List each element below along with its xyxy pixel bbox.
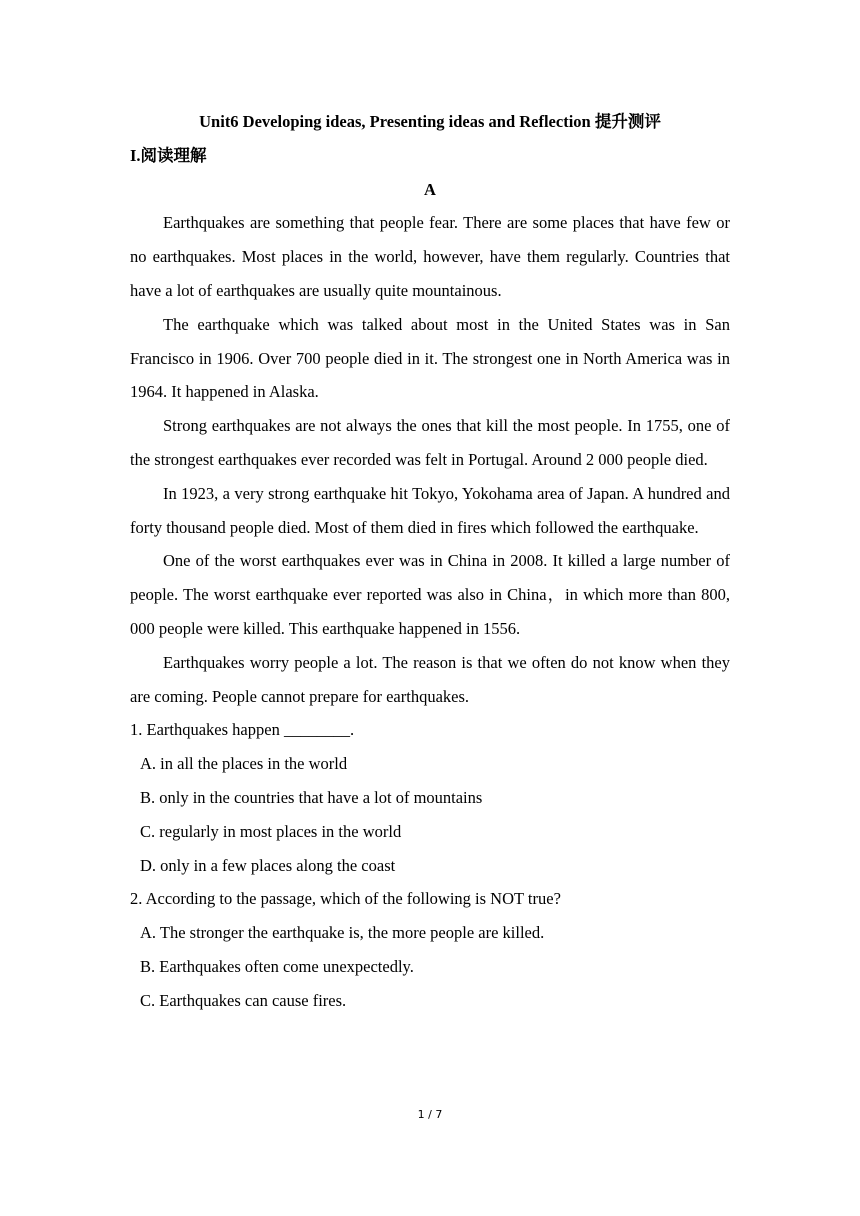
question-stem: 2. According to the passage, which of the following is NOT true? (130, 889, 561, 909)
page-number: 1 / 7 (417, 1108, 443, 1121)
document-title: Unit6 Developing ideas, Presenting ideas and Reflection 提升测评 (199, 112, 661, 131)
paragraph: In 1923, a very strong earthquake hit Tokyo, Yokohama area of Japan. A hundred and forty thousand people died. Most of them died in fires which followed the earthquake. (130, 483, 730, 537)
option-c: C. Earthquakes can cause fires. (140, 990, 347, 1010)
paragraph: Earthquakes worry people a lot. The reason is that we often do not know when they are coming. People cannot prepare for earthquakes. (130, 652, 730, 706)
passage-letter: A (424, 179, 436, 199)
option-b: B. Earthquakes often come unexpectedly. (140, 956, 414, 976)
paragraph: One of the worst earthquakes ever was in China in 2008. It killed a large number of people. The worst earthquake ever reported was also in China，in which more than 800, 000 people were killed. This earthquake happened in 1556. (130, 551, 730, 638)
document-content (130, 105, 730, 1018)
option-b: B. only in the countries that have a lot of mountains (140, 787, 483, 807)
option-a: A. The stronger the earthquake is, the more people are killed. (140, 923, 545, 943)
option-a: A. in all the places in the world (140, 754, 348, 774)
question-stem: 1. Earthquakes happen ________. (130, 720, 355, 740)
option-c: C. regularly in most places in the world (140, 821, 402, 841)
section-heading: I.阅读理解 (130, 145, 207, 165)
paragraph: Strong earthquakes are not always the ones that kill the most people. In 1755, one of the strongest earthquakes ever recorded was felt in Portugal. Around 2 000 people died. (130, 416, 730, 469)
question-2 (130, 882, 730, 1017)
question-1 (130, 713, 730, 882)
paragraph: The earthquake which was talked about most in the United States was in San Francisco in 1906. Over 700 people died in it. The strongest one in North America was in 1964. It happened in Alaska. (130, 314, 730, 402)
paragraph: Earthquakes are something that people fear. There are some places that have few or no earthquakes. Most places in the world, however, have them regularly. Countries that have a lot of earthquakes are usually quite mountainous. (130, 213, 730, 300)
option-d: D. only in a few places along the coast (140, 855, 396, 875)
